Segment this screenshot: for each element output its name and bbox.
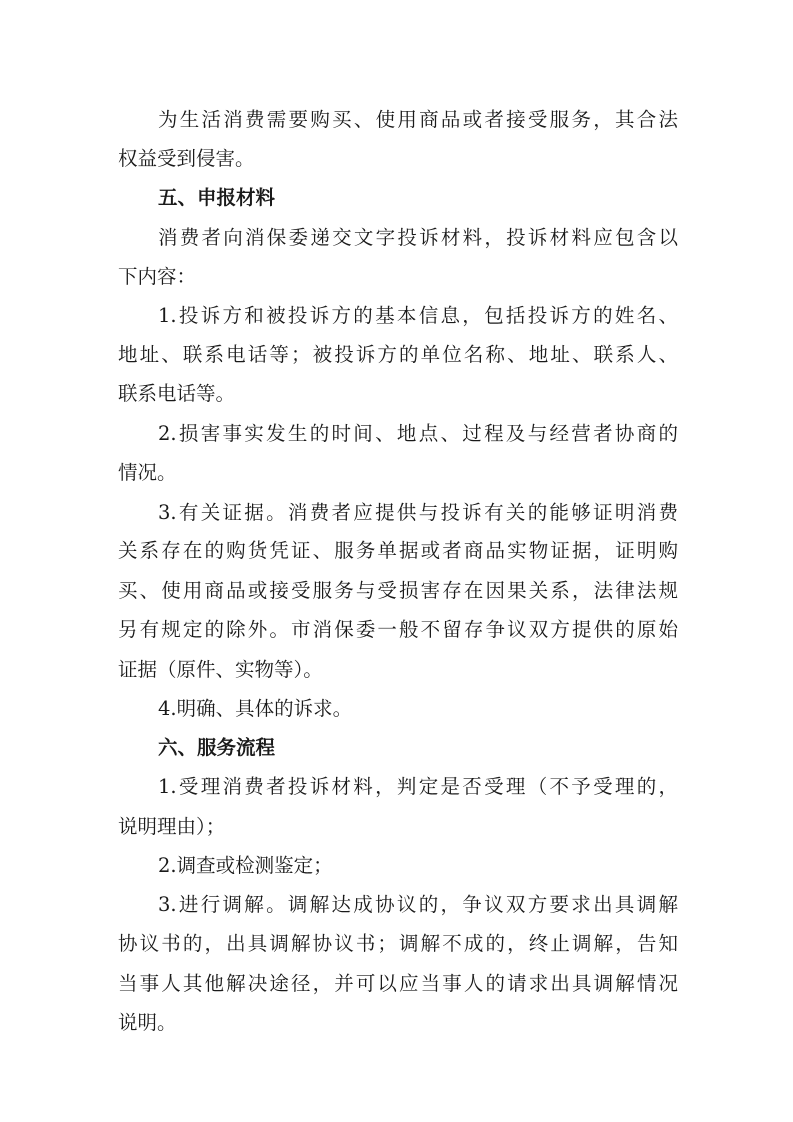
step3-line-4: 说明。 bbox=[118, 1011, 177, 1035]
item1-line-1: 1.投诉方和被投诉方的基本信息，包括投诉方的姓名、 bbox=[158, 304, 678, 328]
step3-line-2: 协议书的，出具调解协议书；调解不成的，终止调解，告知 bbox=[118, 932, 678, 956]
item3-line-2: 关系存在的购货凭证、服务单据或者商品实物证据，证明购 bbox=[118, 539, 678, 563]
section-heading-materials: 五、申报材料 bbox=[158, 186, 276, 210]
step2-line-1: 2.调查或检测鉴定； bbox=[158, 854, 333, 878]
step1-line-2: 说明理由）； bbox=[118, 814, 226, 838]
item3-line-3: 买、使用商品或接受服务与受损害存在因果关系，法律法规 bbox=[118, 578, 678, 602]
materials-intro-line-1: 消费者向消保委递交文字投诉材料，投诉材料应包含以 bbox=[158, 225, 678, 249]
item2-line-2: 情况。 bbox=[118, 461, 177, 485]
intro-line-2: 权益受到侵害。 bbox=[118, 147, 255, 171]
item4-line-1: 4.明确、具体的诉求。 bbox=[158, 697, 353, 721]
materials-intro-line-2: 下内容： bbox=[118, 264, 197, 288]
item3-line-1: 3.有关证据。消费者应提供与投诉有关的能够证明消费 bbox=[158, 500, 678, 524]
step1-line-1: 1.受理消费者投诉材料，判定是否受理（不予受理的， bbox=[158, 775, 678, 799]
section-heading-process: 六、服务流程 bbox=[158, 735, 276, 759]
step3-line-3: 当事人其他解决途径，并可以应当事人的请求出具调解情况 bbox=[118, 971, 678, 995]
step3-line-1: 3.进行调解。调解达成协议的，争议双方要求出具调解 bbox=[158, 892, 678, 916]
intro-line-1: 为生活消费需要购买、使用商品或者接受服务，其合法 bbox=[158, 108, 678, 131]
item3-line-4: 另有规定的除外。市消保委一般不留存争议双方提供的原始 bbox=[118, 618, 678, 642]
item1-line-2: 地址、联系电话等；被投诉方的单位名称、地址、联系人、 bbox=[118, 343, 678, 366]
item2-line-1: 2.损害事实发生的时间、地点、过程及与经营者协商的 bbox=[158, 421, 678, 445]
item1-line-3: 联系电话等。 bbox=[118, 382, 236, 406]
item3-line-5: 证据（原件、实物等）。 bbox=[118, 657, 323, 681]
